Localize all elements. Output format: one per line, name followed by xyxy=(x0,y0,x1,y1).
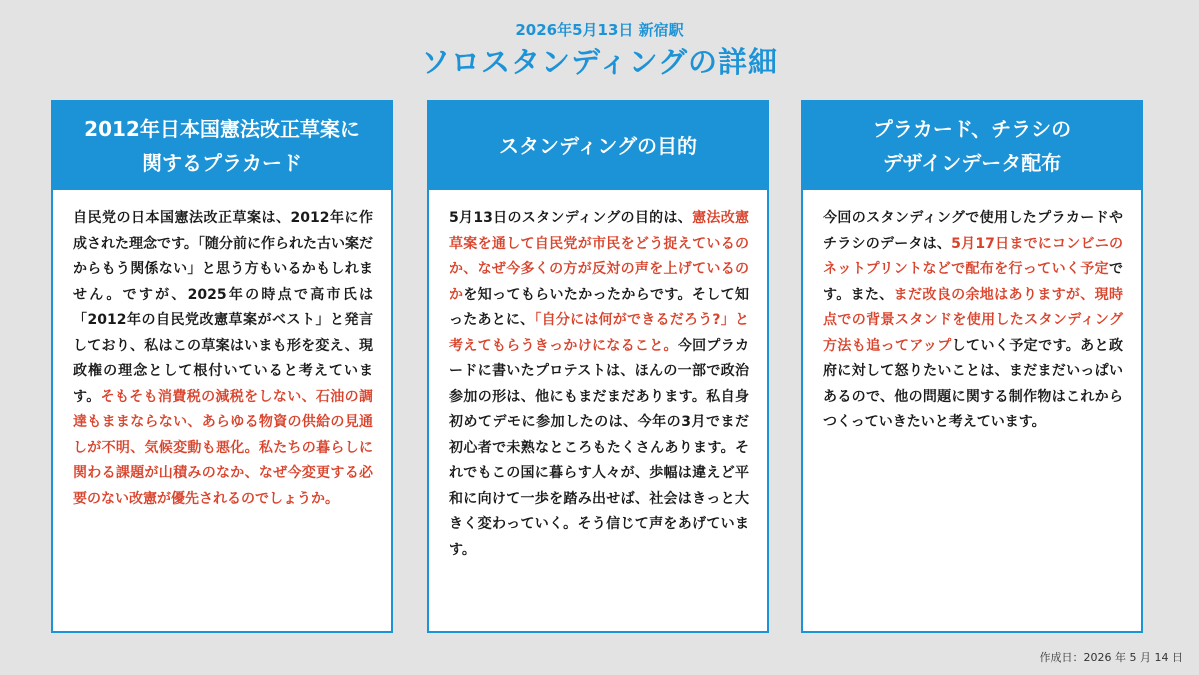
card-body xyxy=(803,190,1141,436)
highlight-text: そもそも消費税の減税をしない、石油の調達もままならない、あらゆる物資の供給の見通しが不明、気候変動も悪化。私たちの暮らしに関わる課題が山積みのなか、なぜ今変更する必要のない改憲が優先されるのでしょうか。 xyxy=(73,388,373,507)
card-title-line: 2012年日本国憲法改正草案に xyxy=(84,117,360,141)
card-title-line: 関するプラカード xyxy=(141,151,302,175)
card-title-line: スタンディングの目的 xyxy=(499,134,697,158)
page-title: ソロスタンディングの詳細 xyxy=(420,45,779,79)
card-title-line: デザインデータ配布 xyxy=(882,151,1062,175)
card-placard-draft xyxy=(51,100,393,633)
body-text: 今回プラカードに書いたプロテストは、ほんの一部で政治参加の形は、他にもまだまだあります。私自身初めてデモに参加したのは、今年の3月でまだ初心者で未熟なところもたくさんあります。それでもこの国に暮らす人々が、歩幅は違えど平和に向けて一歩を踏み出せば、社会はきっと大きく変わっていく。そう信じて声をあげています。 xyxy=(449,337,750,558)
highlight-text: 5月17日までにコンビニのネットプリントなどで配布を行っていく予定 xyxy=(823,235,1124,277)
highlight-text: 憲法改憲草案を通して自民党が市民をどう捉えているのか、なぜ今多くの方が反対の声を上げているのか xyxy=(449,210,750,303)
body-text: 5月13日のスタンディングの目的は、 xyxy=(449,210,693,226)
card-title-line: プラカード、チラシの xyxy=(872,117,1072,141)
highlight-text: 「自分には何ができるだろう?」と考えてもらうきっかけになること。 xyxy=(449,312,750,354)
body-text: 今回のスタンディングで使用したプラカードやチラシのデータは、 xyxy=(823,210,1123,252)
highlight-text: まだ改良の余地はありますが、現時点での背景スタンドを使用したスタンディング方法も追ってアップ xyxy=(823,286,1124,354)
card-body xyxy=(429,190,767,563)
body-text: していく予定です。あと政府に対して怒りたいことは、まだまだいっぱいあるので、他の問題に関する制作物はこれからつくっていきたいと考えています。 xyxy=(823,337,1123,430)
card-header xyxy=(429,102,767,190)
body-text: です。また、 xyxy=(823,261,1123,303)
body-text: 自民党の日本国憲法改正草案は、2012年に作成された理念です。「随分前に作られた古い案だからもう関係ない」と思う方もいるかもしれません。ですが、2025年の時点で高市氏は「2012年の自民党改憲草案がベスト」と発言しており、私はこの草案はいまも形を変え、現政権の理念として根付いていると考えています。 xyxy=(73,210,373,405)
card-header xyxy=(53,102,391,190)
body-text: を知ってもらいたかったからです。そして知ったあとに、 xyxy=(449,286,750,328)
card-header xyxy=(803,102,1141,190)
created-date: 作成日：2026 年 5 月 14 日 xyxy=(1039,651,1183,664)
card-body xyxy=(53,190,391,512)
event-date-place: 2026年5月13日 新宿駅 xyxy=(515,21,684,39)
card-purpose xyxy=(427,100,769,633)
card-design-data xyxy=(801,100,1143,633)
